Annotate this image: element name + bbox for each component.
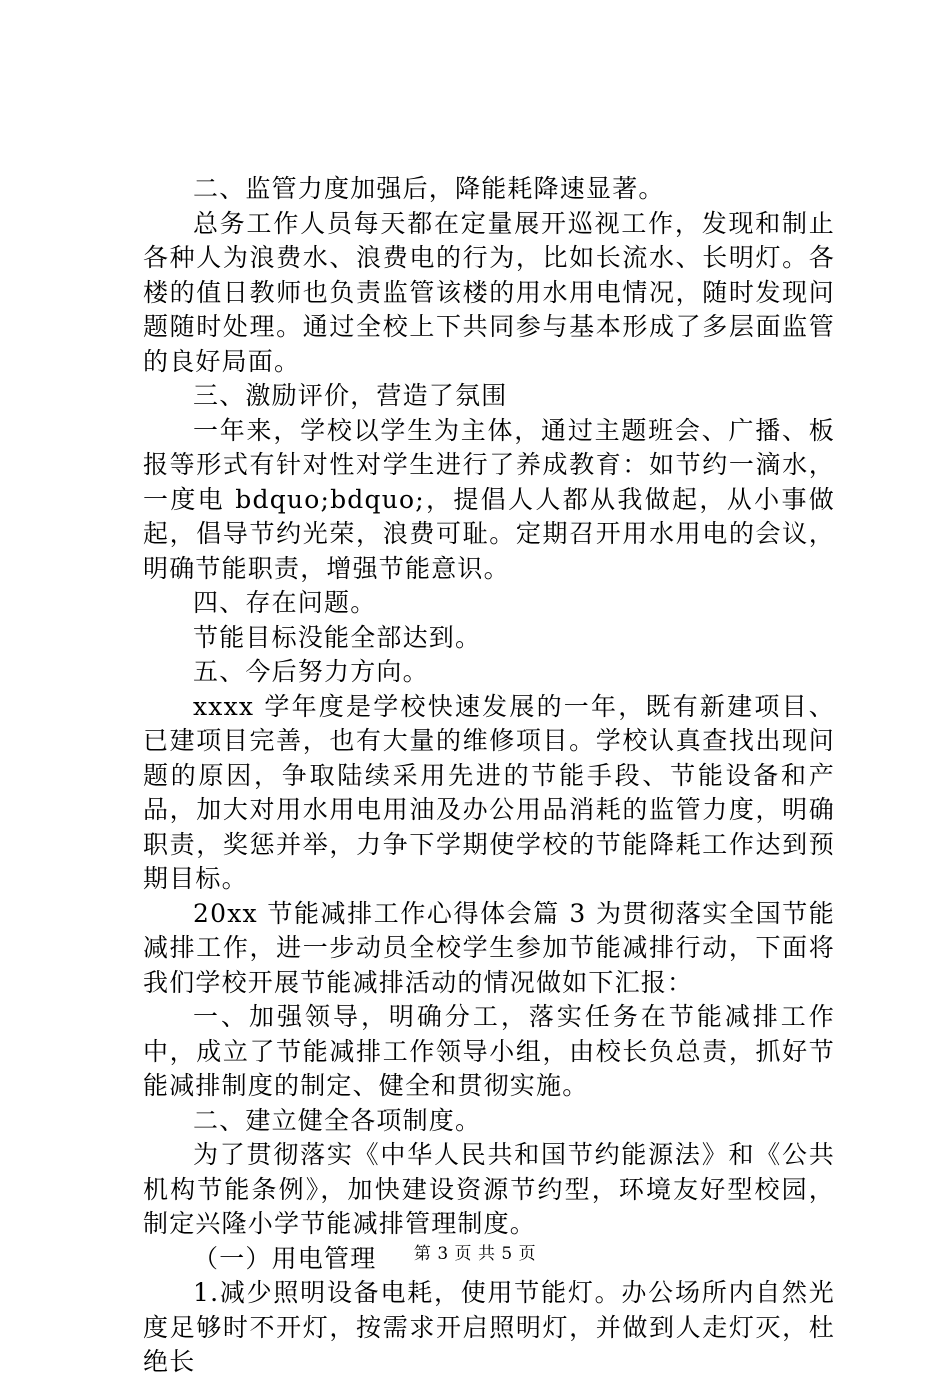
paragraph: 节能目标没能全部达到。	[193, 622, 482, 652]
paragraph: 为了贯彻落实《中华人民共和国节约能源法》和《公共机构节能条例》，加快建设资源节约型，环境友好型校园，制定兴隆小学节能减排管理制度。	[143, 1140, 835, 1238]
document-body	[143, 172, 835, 1380]
paragraph: 1.减少照明设备电耗，使用节能灯。办公场所内自然光度足够时不开灯，按需求开启照明灯，并做到人走灯灭，杜绝长	[143, 1278, 835, 1376]
paragraph: 总务工作人员每天都在定量展开巡视工作，发现和制止各种人为浪费水、浪费电的行为，比如长流水、长明灯。各楼的值日教师也负责监管该楼的用水用电情况，随时发现问题随时处理。通过全校上下共同参与基本形成了多层面监管的良好局面。	[143, 208, 835, 376]
paragraph-heading-4: 四、存在问题。	[193, 588, 377, 617]
paragraph: 一年来，学校以学生为主体，通过主题班会、广播、板报等形式有针对性对学生进行了养成教育：如节约一滴水，一度电 bdquo;bdquo;，提倡人人都从我做起，从小事做起，倡导节约光荣，浪费可耻。定期召开用水用电的会议，明确节能职责，增强节能意识。	[143, 415, 835, 583]
paragraph-heading-3: 三、激励评价，营造了氛围	[193, 381, 508, 410]
paragraph: xxxx 学年度是学校快速发展的一年，既有新建项目、已建项目完善，也有大量的维修项目。学校认真查找出现问题的原因，争取陆续采用先进的节能手段、节能设备和产品，加大对用水用电用油及办公用品消耗的监管力度，明确职责，奖惩并举，力争下学期使学校的节能降耗工作达到预期目标。	[143, 691, 835, 893]
page-footer: 第 3 页 共 5 页	[413, 1244, 537, 1264]
paragraph-heading-5: 五、今后努力方向。	[193, 657, 429, 686]
paragraph-subheading: （一）用电管理	[193, 1243, 377, 1273]
paragraph-heading: 二、建立健全各项制度。	[193, 1105, 482, 1135]
paragraph: 一、加强领导，明确分工，落实任务在节能减排工作中，成立了节能减排工作领导小组，由校长负总责，抓好节能减排制度的制定、健全和贯彻实施。	[143, 1002, 835, 1100]
paragraph: 20xx 节能减排工作心得体会篇 3 为贯彻落实全国节能减排工作，进一步动员全校学生参加节能减排行动，下面将我们学校开展节能减排活动的情况做如下汇报：	[143, 898, 835, 997]
paragraph-heading-2: 二、监管力度加强后，降能耗降速显著。	[193, 174, 665, 203]
